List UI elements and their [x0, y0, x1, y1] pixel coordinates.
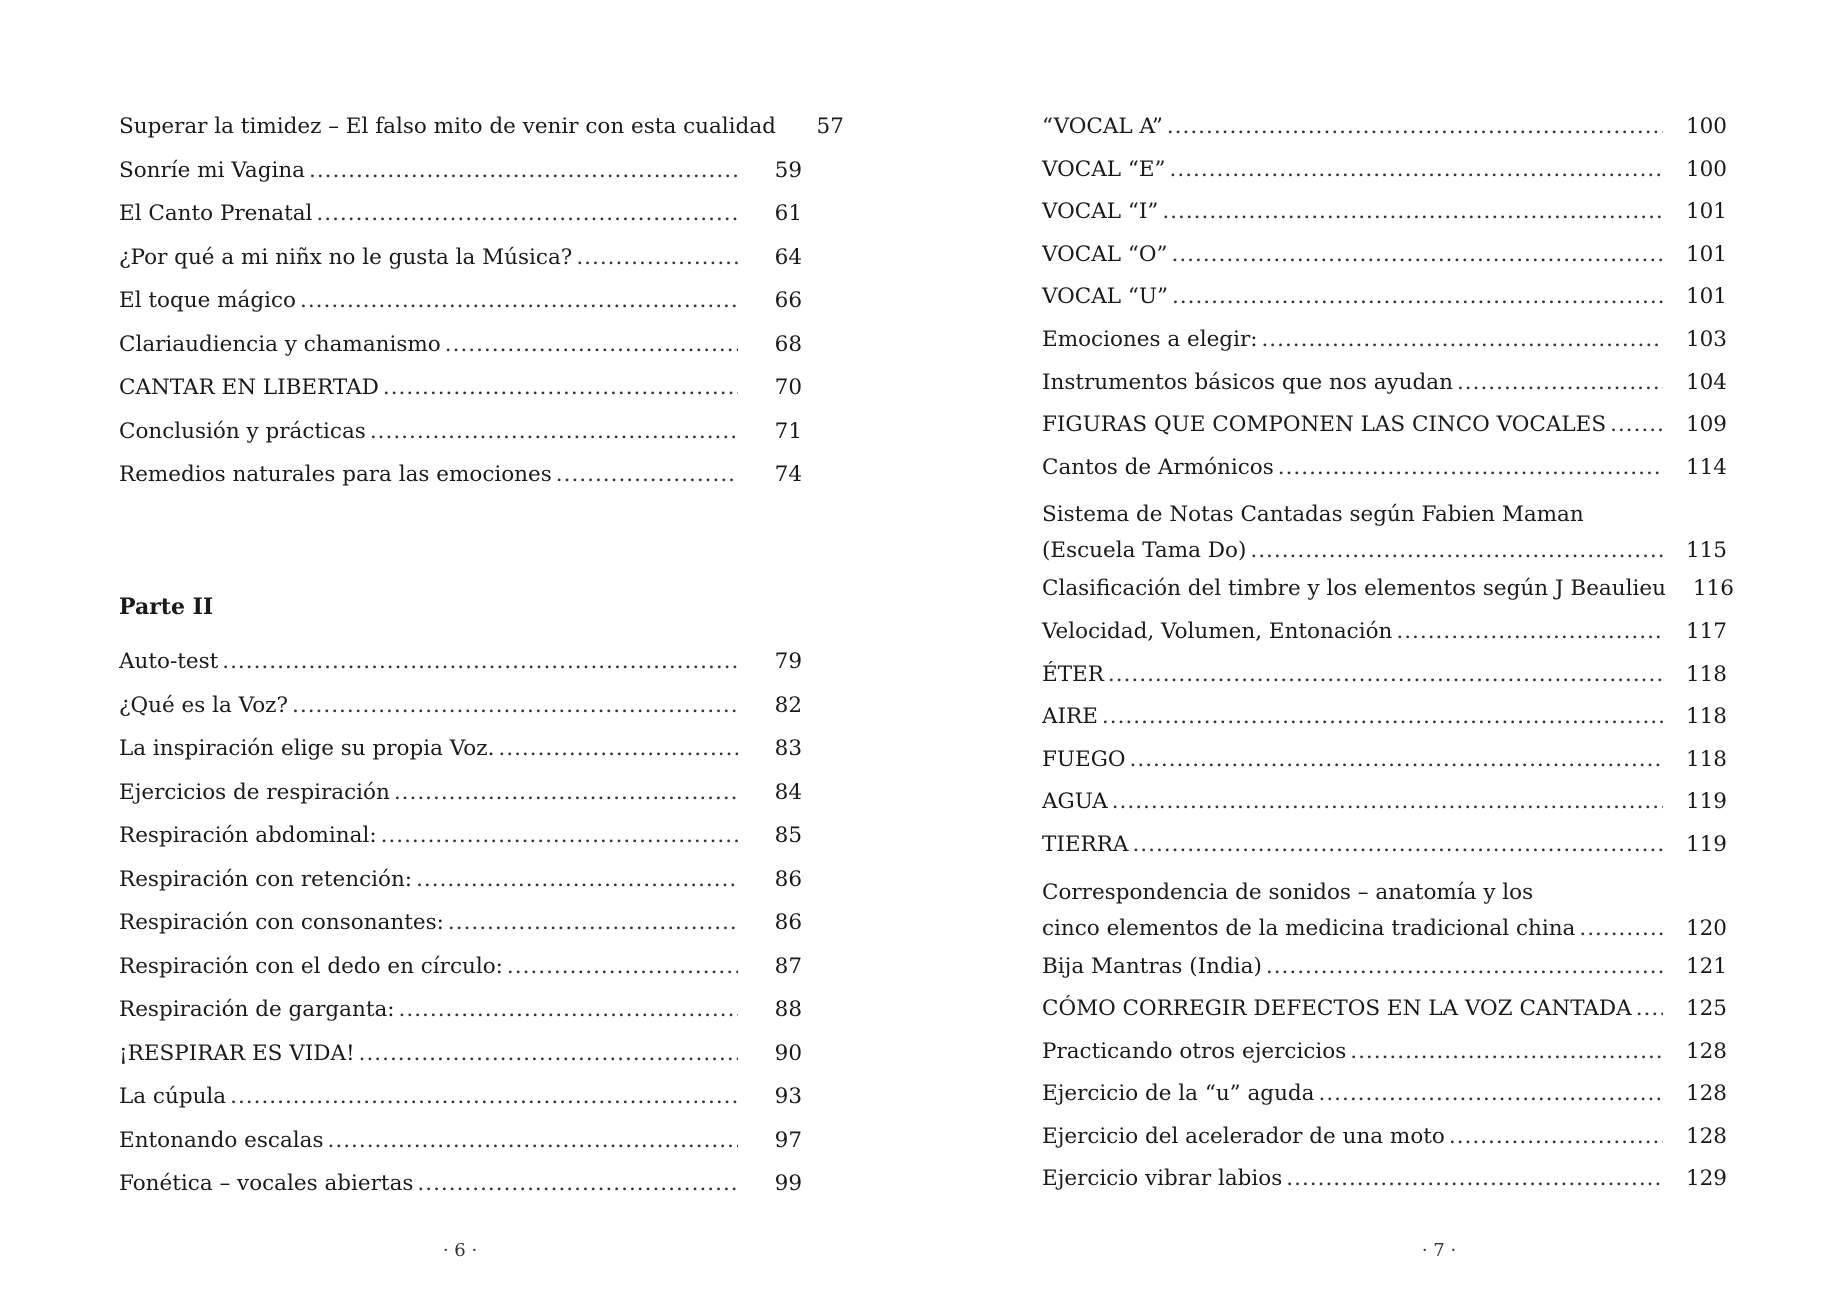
toc-entry-page: 101 — [1685, 241, 1727, 267]
leader-dots — [1636, 996, 1663, 1022]
toc-entry[interactable] — [119, 201, 802, 245]
toc-entry-label: Entonando escalas — [119, 1127, 324, 1153]
toc-entry-label: AGUA — [1042, 789, 1108, 815]
leader-dots — [1286, 1166, 1663, 1192]
toc-entry-label: Remedios naturales para las emociones — [119, 462, 552, 487]
toc-entry-label: Cantos de Armónicos — [1042, 454, 1274, 480]
toc-entry-label: Ejercicio vibrar labios — [1042, 1166, 1283, 1192]
toc-entry-label: Conclusión y prácticas — [119, 418, 366, 444]
toc-entry-label: CÓMO CORREGIR DEFECTOS EN LA VOZ CANTADA — [1042, 996, 1632, 1022]
toc-entry[interactable] — [1042, 832, 1727, 875]
leader-dots — [1162, 199, 1663, 225]
toc-entry-label: La inspiración elige su propia Voz. — [119, 736, 495, 761]
leader-dots — [1130, 747, 1663, 773]
toc-entry-page: 86 — [774, 866, 802, 892]
toc-entry-page: 59 — [774, 157, 802, 183]
toc-entry-page: 87 — [774, 953, 802, 979]
toc-entry[interactable] — [119, 158, 802, 202]
leader-dots — [556, 462, 738, 488]
toc-entry-page: 68 — [774, 331, 802, 357]
toc-entry-page: 129 — [1685, 1166, 1727, 1192]
toc-entry-label: (Escuela Tama Do) — [1042, 538, 1247, 564]
toc-entry-page: 125 — [1685, 996, 1727, 1022]
leader-dots — [370, 419, 738, 445]
leader-dots — [1172, 284, 1663, 310]
toc-entry-page: 93 — [774, 1084, 802, 1109]
toc-entry-page: 117 — [1685, 618, 1727, 644]
leader-dots — [309, 158, 738, 184]
toc-entry-page: 84 — [774, 779, 802, 805]
toc-entry[interactable] — [1042, 284, 1727, 327]
leader-dots — [1579, 911, 1663, 947]
toc-entry-page: 61 — [774, 201, 802, 226]
toc-entry[interactable] — [1042, 576, 1734, 619]
toc-entry-page: 79 — [774, 649, 802, 674]
toc-entry[interactable] — [1042, 704, 1727, 747]
toc-entry-label: Ejercicio del acelerador de una moto — [1042, 1123, 1445, 1149]
leader-dots — [1132, 832, 1663, 858]
toc-entry-label: VOCAL “I” — [1042, 199, 1159, 225]
toc-entry-page: 57 — [816, 114, 844, 139]
toc-entry[interactable] — [1042, 370, 1727, 413]
toc-list — [1042, 114, 1727, 497]
toc-entry[interactable] — [119, 462, 802, 506]
toc-entry[interactable] — [119, 114, 844, 158]
toc-entry-label: ¡RESPIRAR ES VIDA! — [119, 1040, 355, 1066]
toc-entry-label: ÉTER — [1042, 661, 1104, 687]
toc-entry-label: Instrumentos básicos que nos ayudan — [1042, 369, 1453, 395]
toc-entry-page: 66 — [774, 288, 802, 313]
toc-section-right — [1042, 114, 1734, 1209]
toc-entry-label: VOCAL “U” — [1042, 284, 1168, 310]
leader-dots — [399, 997, 738, 1023]
toc-entry[interactable] — [119, 693, 802, 737]
toc-entry[interactable] — [1042, 327, 1727, 370]
toc-entry-page: 128 — [1685, 1081, 1727, 1107]
toc-entry[interactable] — [1042, 412, 1727, 455]
toc-list — [1042, 954, 1727, 1210]
toc-entry-page: 118 — [1685, 746, 1727, 772]
toc-entry[interactable] — [119, 1128, 802, 1172]
toc-entry-label: Ejercicio de la “u” aguda — [1042, 1081, 1315, 1107]
toc-entry-label: La cúpula — [119, 1084, 227, 1109]
leader-dots — [448, 910, 738, 936]
toc-entry-label: Auto-test — [119, 649, 219, 674]
toc-section-part2 — [119, 649, 802, 1215]
toc-entry[interactable] — [119, 867, 802, 911]
left-page — [0, 0, 915, 1299]
toc-entry-page: 85 — [774, 823, 802, 848]
right-page — [915, 0, 1831, 1299]
toc-entry[interactable] — [1042, 1124, 1727, 1167]
toc-entry-page: 97 — [774, 1127, 802, 1153]
toc-entry-page: 83 — [774, 736, 802, 761]
toc-entry-page: 88 — [774, 997, 802, 1022]
leader-dots — [1250, 533, 1663, 569]
toc-entry-page: 115 — [1685, 538, 1727, 564]
toc-entry[interactable] — [119, 1171, 802, 1215]
toc-entry[interactable] — [119, 649, 802, 693]
toc-entry[interactable] — [1042, 242, 1727, 285]
toc-entry[interactable] — [119, 332, 802, 376]
toc-entry[interactable] — [119, 288, 802, 332]
toc-entry[interactable] — [119, 375, 802, 419]
leader-dots — [383, 375, 738, 401]
toc-entry[interactable] — [119, 910, 802, 954]
toc-entry-label: Fonética – vocales abiertas — [119, 1171, 414, 1196]
leader-dots — [416, 867, 738, 893]
toc-list — [119, 649, 802, 1215]
toc-entry-page: 121 — [1685, 953, 1727, 979]
toc-entry-page: 109 — [1685, 412, 1727, 438]
toc-entry-page: 114 — [1685, 454, 1727, 480]
toc-entry-label: Respiración con consonantes: — [119, 910, 444, 935]
leader-dots — [1350, 1039, 1663, 1065]
leader-dots — [507, 954, 738, 980]
toc-entry-page: 120 — [1685, 915, 1727, 941]
toc-entry[interactable] — [1042, 619, 1727, 662]
leader-dots — [1266, 954, 1663, 980]
toc-entry-page: 128 — [1685, 1123, 1727, 1149]
toc-entry-page: 86 — [774, 910, 802, 935]
toc-entry[interactable] — [119, 245, 802, 289]
leader-dots — [1102, 704, 1663, 730]
toc-entry[interactable] — [1042, 662, 1727, 705]
toc-entry[interactable] — [1042, 497, 1727, 576]
toc-entry-page: 104 — [1685, 369, 1727, 395]
leader-dots — [1108, 662, 1663, 688]
toc-entry-page: 101 — [1685, 284, 1727, 310]
toc-entry-page: 119 — [1685, 831, 1727, 857]
toc-entry-page: 82 — [774, 692, 802, 718]
leader-dots — [1457, 370, 1663, 396]
toc-entry[interactable] — [119, 997, 802, 1041]
toc-entry-page: 101 — [1685, 199, 1727, 225]
toc-entry-page: 100 — [1685, 114, 1727, 139]
toc-entry[interactable] — [1042, 996, 1727, 1039]
toc-entry-label: Respiración de garganta: — [119, 997, 395, 1022]
leader-dots — [230, 1084, 738, 1110]
leader-dots — [1167, 114, 1663, 140]
toc-entry-page: 90 — [774, 1040, 802, 1066]
leader-dots — [300, 288, 738, 314]
toc-entry[interactable] — [1042, 954, 1727, 997]
toc-entry-label: cinco elementos de la medicina tradicional china — [1042, 915, 1576, 941]
toc-entry-label: Clariaudiencia y chamanismo — [119, 331, 441, 357]
toc-entry-page: 116 — [1692, 576, 1734, 602]
toc-entry-label: ¿Por qué a mi niñx no le gusta la Música? — [119, 244, 573, 270]
toc-entry-label: Respiración con el dedo en círculo: — [119, 953, 503, 979]
toc-list — [119, 114, 844, 506]
toc-entry[interactable] — [119, 823, 802, 867]
toc-entry-page: 103 — [1685, 326, 1727, 352]
leader-dots — [1319, 1081, 1664, 1107]
toc-entry-page: 71 — [774, 418, 802, 444]
toc-entry-label: Bija Mantras (India) — [1042, 953, 1262, 979]
toc-entry-label: Respiración abdominal: — [119, 823, 377, 848]
toc-entry-label: VOCAL “E” — [1042, 156, 1166, 182]
toc-entry[interactable] — [119, 1041, 802, 1085]
toc-entry[interactable] — [1042, 1039, 1727, 1082]
leader-dots — [1170, 157, 1663, 183]
leader-dots — [381, 823, 738, 849]
toc-entry-page: 118 — [1685, 661, 1727, 687]
leader-dots — [1171, 242, 1663, 268]
toc-entry-label: Clasificación del timbre y los elementos según J Beaulieu — [1042, 576, 1666, 602]
page-number: · 6 · — [442, 1240, 478, 1261]
page-number: · 7 · — [1421, 1240, 1457, 1261]
toc-entry[interactable] — [1042, 455, 1727, 498]
toc-entry-label: Practicando otros ejercicios — [1042, 1038, 1347, 1064]
toc-entry[interactable] — [119, 1084, 802, 1128]
toc-entry-page: 64 — [774, 244, 802, 270]
toc-entry-label: “VOCAL A” — [1042, 114, 1163, 139]
toc-entry[interactable] — [1042, 114, 1727, 157]
leader-dots — [576, 245, 738, 271]
leader-dots — [394, 780, 738, 806]
toc-entry-page: 119 — [1685, 789, 1727, 815]
toc-entry-page: 99 — [774, 1171, 802, 1196]
toc-entry-label-line1: Correspondencia de sonidos – anatomía y los — [1042, 879, 1534, 905]
toc-entry-page: 74 — [774, 462, 802, 487]
toc-entry-page: 70 — [774, 375, 802, 400]
toc-entry[interactable] — [1042, 157, 1727, 200]
toc-entry[interactable] — [1042, 789, 1727, 832]
toc-entry-label: ¿Qué es la Voz? — [119, 692, 289, 718]
toc-entry-label: FIGURAS QUE COMPONEN LAS CINCO VOCALES — [1042, 412, 1607, 438]
toc-entry[interactable] — [1042, 199, 1727, 242]
toc-entry[interactable] — [119, 419, 802, 463]
leader-dots — [316, 201, 738, 227]
leader-dots — [417, 1171, 738, 1197]
leader-dots — [1112, 789, 1663, 815]
toc-entry-label: VOCAL “O” — [1042, 241, 1168, 267]
toc-entry-label: AIRE — [1042, 704, 1098, 730]
leader-dots — [222, 649, 738, 675]
toc-entry[interactable] — [119, 954, 802, 998]
toc-entry[interactable] — [1042, 875, 1727, 954]
toc-entry-label: Emociones a elegir: — [1042, 326, 1258, 352]
toc-entry-label: Respiración con retención: — [119, 866, 413, 892]
toc-entry-label-line1: Sistema de Notas Cantadas según Fabien Maman — [1042, 502, 1584, 528]
toc-entry[interactable] — [119, 780, 802, 824]
toc-entry-label: Sonríe mi Vagina — [119, 157, 306, 183]
toc-entry[interactable] — [1042, 1081, 1727, 1124]
toc-list — [1042, 576, 1734, 874]
toc-entry-label: FUEGO — [1042, 746, 1126, 772]
toc-entry[interactable] — [119, 736, 802, 780]
leader-dots — [1278, 455, 1663, 481]
leader-dots — [1610, 412, 1663, 438]
toc-entry-page: 128 — [1685, 1038, 1727, 1064]
toc-entry-label: El toque mágico — [119, 288, 296, 313]
toc-entry-label: Ejercicios de respiración — [119, 779, 390, 805]
toc-entry[interactable] — [1042, 1166, 1727, 1209]
leader-dots — [498, 736, 738, 762]
leader-dots — [328, 1128, 738, 1154]
leader-dots — [1261, 327, 1663, 353]
part-heading: Parte II — [119, 594, 214, 620]
toc-entry-page: 118 — [1685, 704, 1727, 730]
toc-entry-label: TIERRA — [1042, 831, 1129, 857]
leader-dots — [445, 332, 738, 358]
leader-dots — [292, 693, 738, 719]
leader-dots — [1396, 619, 1663, 645]
toc-entry-page: 100 — [1685, 156, 1727, 182]
leader-dots — [1449, 1124, 1663, 1150]
toc-entry-label: Superar la timidez – El falso mito de venir con esta cualidad — [119, 114, 776, 139]
toc-entry-label: CANTAR EN LIBERTAD — [119, 375, 379, 400]
toc-entry-label: El Canto Prenatal — [119, 201, 313, 226]
toc-entry[interactable] — [1042, 747, 1727, 790]
toc-entry-label: Velocidad, Volumen, Entonación — [1042, 618, 1393, 644]
toc-section-part1 — [119, 114, 844, 506]
leader-dots — [359, 1041, 738, 1067]
